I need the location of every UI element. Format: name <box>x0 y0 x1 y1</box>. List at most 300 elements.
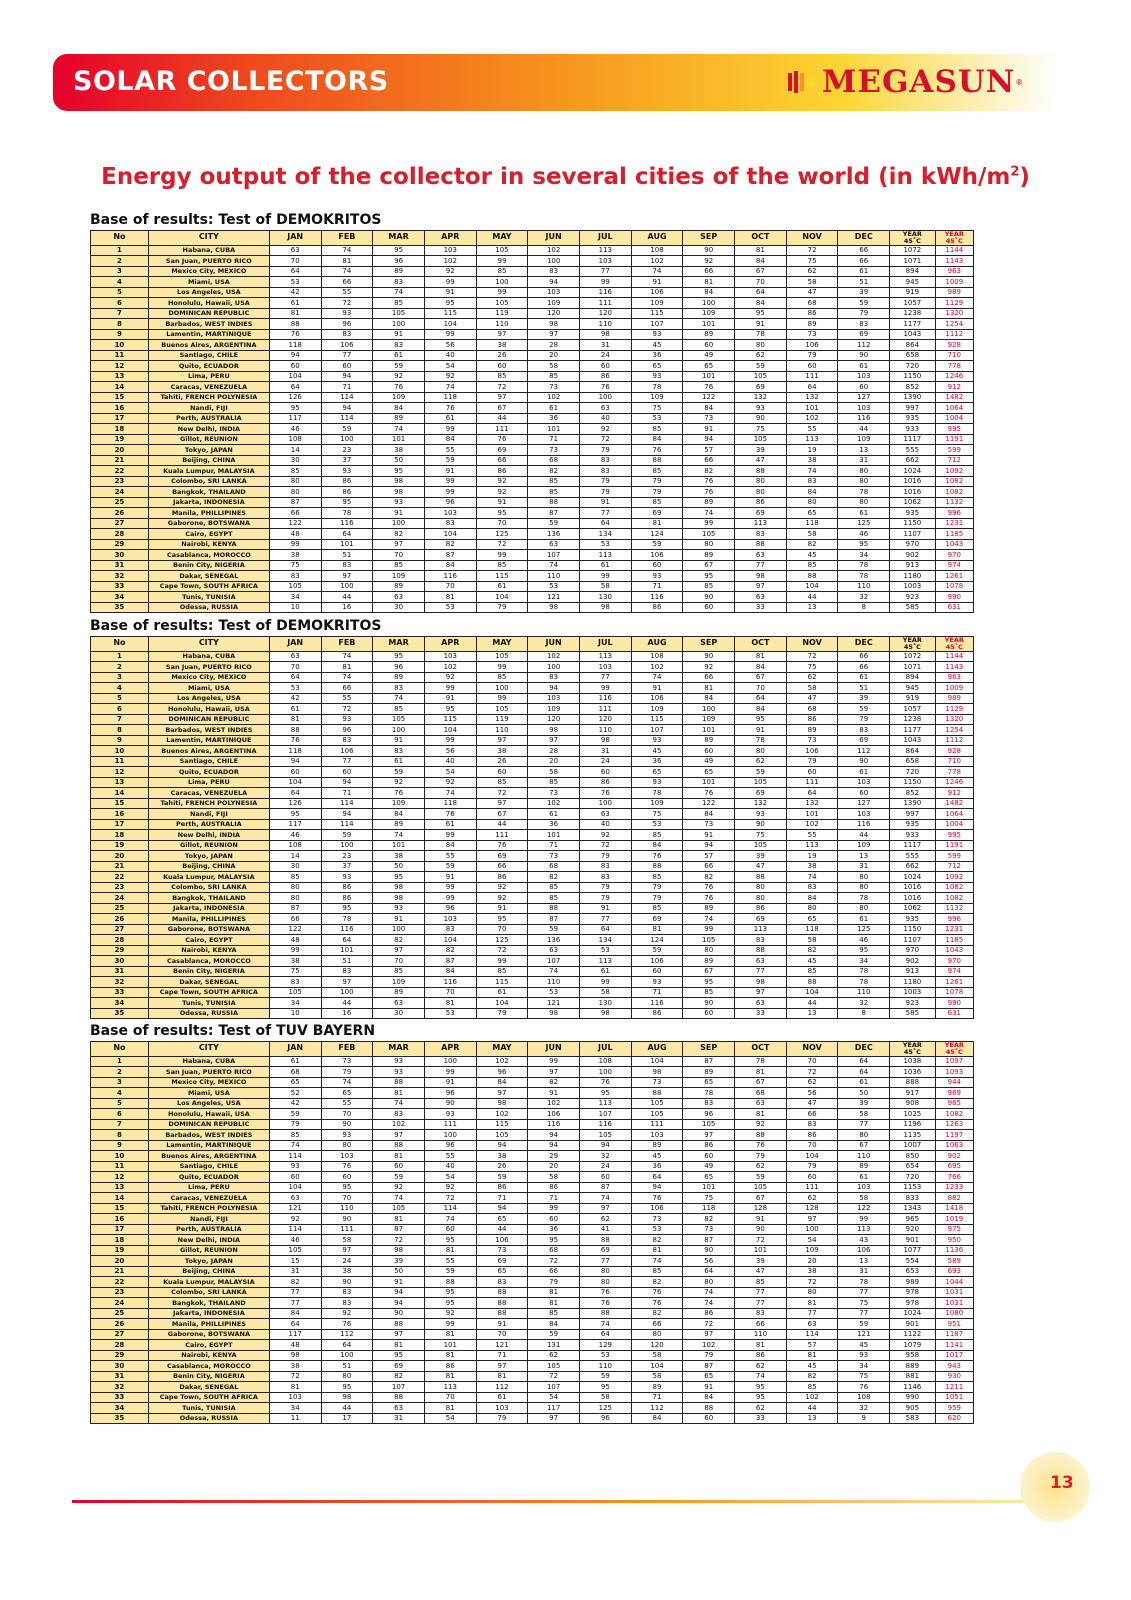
table-cell: 888 <box>890 1077 935 1088</box>
table-cell: 86 <box>786 308 838 319</box>
table-row <box>91 1109 974 1120</box>
year-total-red: 995 <box>935 830 973 841</box>
table-cell: 79 <box>838 714 890 725</box>
table-cell: 1024 <box>890 466 935 477</box>
row-number: 10 <box>91 746 149 757</box>
table-cell: 87 <box>579 1182 631 1193</box>
table-cell: 83 <box>321 966 373 977</box>
table-cell: 1077 <box>890 1245 935 1256</box>
table-cell: 80 <box>735 340 787 351</box>
row-number: 8 <box>91 1130 149 1141</box>
page-number: 13 <box>1050 1473 1074 1493</box>
table-cell: 91 <box>373 508 425 519</box>
table-cell: 116 <box>579 1119 631 1130</box>
table-cell: 11 <box>269 1413 321 1424</box>
table-cell: 44 <box>321 592 373 603</box>
table-cell: 26 <box>476 350 528 361</box>
table-cell: 93 <box>321 308 373 319</box>
year-total-red: 1144 <box>935 651 973 662</box>
year-total-red: 1043 <box>935 539 973 550</box>
city-name: Bangkok, THAILAND <box>148 1298 269 1309</box>
year-total-red: 1482 <box>935 798 973 809</box>
table-row <box>91 1151 974 1162</box>
table-cell: 113 <box>735 518 787 529</box>
table-cell: 66 <box>838 651 890 662</box>
table-cell: 111 <box>476 830 528 841</box>
table-cell: 64 <box>579 518 631 529</box>
table-cell: 72 <box>321 298 373 309</box>
table-cell: 85 <box>528 476 580 487</box>
table-cell: 49 <box>683 756 735 767</box>
table-cell: 126 <box>269 392 321 403</box>
table-cell: 100 <box>321 840 373 851</box>
table-cell: 85 <box>373 966 425 977</box>
table-cell: 63 <box>579 403 631 414</box>
table-cell: 61 <box>269 1056 321 1067</box>
row-number: 23 <box>91 476 149 487</box>
table-cell: 54 <box>424 361 476 372</box>
table-cell: 91 <box>424 466 476 477</box>
table-cell: 121 <box>838 1329 890 1340</box>
year-total-red: 693 <box>935 1266 973 1277</box>
table-cell: 103 <box>321 1151 373 1162</box>
table-cell: 53 <box>269 277 321 288</box>
table-cell: 66 <box>321 683 373 694</box>
header-title: SOLAR COLLECTORS <box>73 66 389 97</box>
table-cell: 91 <box>631 683 683 694</box>
city-name: Beijing, CHINA <box>148 455 269 466</box>
table-cell: 583 <box>890 1413 935 1424</box>
year-label: YEAR <box>902 230 922 238</box>
column-header: DEC <box>838 1042 890 1057</box>
table-cell: 66 <box>476 455 528 466</box>
row-number: 13 <box>91 371 149 382</box>
table-cell: 118 <box>424 798 476 809</box>
table-row <box>91 1235 974 1246</box>
table-cell: 86 <box>528 1182 580 1193</box>
table-cell: 61 <box>528 403 580 414</box>
table-cell: 57 <box>683 445 735 456</box>
row-number: 17 <box>91 413 149 424</box>
table-cell: 113 <box>579 245 631 256</box>
table-cell: 65 <box>631 361 683 372</box>
table-cell: 49 <box>683 350 735 361</box>
column-header: CITY <box>148 637 269 652</box>
row-number: 3 <box>91 1077 149 1088</box>
table-cell: 80 <box>838 872 890 883</box>
table-cell: 99 <box>424 893 476 904</box>
table-cell: 67 <box>735 1193 787 1204</box>
table-cell: 55 <box>321 693 373 704</box>
year-total-red: 990 <box>935 998 973 1009</box>
table-cell: 105 <box>373 714 425 725</box>
table-cell: 104 <box>269 777 321 788</box>
table-cell: 58 <box>838 1109 890 1120</box>
table-cell: 47 <box>735 455 787 466</box>
table-cell: 45 <box>786 956 838 967</box>
table-cell: 80 <box>269 487 321 498</box>
row-number: 33 <box>91 1392 149 1403</box>
table-cell: 80 <box>683 945 735 956</box>
table-cell: 69 <box>373 1361 425 1372</box>
table-row <box>91 350 974 361</box>
table-cell: 101 <box>786 809 838 820</box>
table-cell: 92 <box>373 777 425 788</box>
row-number: 28 <box>91 529 149 540</box>
table-cell: 86 <box>735 497 787 508</box>
table-cell: 111 <box>579 298 631 309</box>
table-row <box>91 497 974 508</box>
row-number: 17 <box>91 1224 149 1235</box>
city-name: Odessa, RUSSIA <box>148 602 269 613</box>
table-cell: 82 <box>269 1277 321 1288</box>
table-cell: 62 <box>735 1161 787 1172</box>
table-cell: 85 <box>786 966 838 977</box>
column-header: OCT <box>735 1042 787 1057</box>
table-cell: 55 <box>321 1098 373 1109</box>
energy-table <box>90 636 974 1019</box>
table-cell: 115 <box>631 714 683 725</box>
table-cell: 71 <box>476 1193 528 1204</box>
table-cell: 116 <box>631 998 683 1009</box>
table-cell: 34 <box>838 550 890 561</box>
table-cell: 84 <box>631 840 683 851</box>
table-cell: 76 <box>321 1161 373 1172</box>
table-cell: 58 <box>786 277 838 288</box>
table-cell: 88 <box>373 1140 425 1151</box>
table-cell: 63 <box>373 998 425 1009</box>
table-cell: 97 <box>476 1088 528 1099</box>
table-cell: 1238 <box>890 714 935 725</box>
table-cell: 127 <box>838 798 890 809</box>
table-cell: 78 <box>321 914 373 925</box>
column-header <box>935 231 973 246</box>
column-header: NOV <box>786 637 838 652</box>
table-cell: 91 <box>476 497 528 508</box>
table-cell: 105 <box>476 704 528 715</box>
table-cell: 87 <box>528 914 580 925</box>
table-cell: 60 <box>476 361 528 372</box>
table-cell: 81 <box>735 1109 787 1120</box>
table-cell: 70 <box>424 987 476 998</box>
table-cell: 89 <box>373 581 425 592</box>
column-header: DEC <box>838 637 890 652</box>
column-header: JUN <box>528 231 580 246</box>
table-cell: 69 <box>579 1245 631 1256</box>
table-cell: 112 <box>838 746 890 757</box>
table-cell: 77 <box>321 756 373 767</box>
year-total-red: 1082 <box>935 1109 973 1120</box>
table-cell: 68 <box>786 704 838 715</box>
table-cell: 39 <box>838 1098 890 1109</box>
temp-label: 45˚C <box>945 236 963 245</box>
table-cell: 97 <box>528 1413 580 1424</box>
table-cell: 80 <box>735 746 787 757</box>
table-cell: 75 <box>838 1298 890 1309</box>
table-cell: 107 <box>631 319 683 330</box>
table-cell: 653 <box>890 1266 935 1277</box>
table-cell: 100 <box>321 1350 373 1361</box>
table-cell: 88 <box>373 1077 425 1088</box>
table-cell: 83 <box>321 329 373 340</box>
table-cell: 115 <box>424 714 476 725</box>
city-name: Honolulu, Hawaii, USA <box>148 298 269 309</box>
year-total-red: 951 <box>935 1319 973 1330</box>
table-cell: 64 <box>321 1340 373 1351</box>
table-cell: 1117 <box>890 434 935 445</box>
table-cell: 109 <box>786 1245 838 1256</box>
table-cell: 136 <box>528 529 580 540</box>
table-cell: 13 <box>838 1256 890 1267</box>
row-number: 9 <box>91 329 149 340</box>
table-cell: 95 <box>321 497 373 508</box>
city-name: Barbados, WEST INDIES <box>148 1130 269 1141</box>
row-number: 20 <box>91 1256 149 1267</box>
table-cell: 90 <box>683 998 735 1009</box>
table-cell: 102 <box>528 245 580 256</box>
table-cell: 91 <box>373 1277 425 1288</box>
table-cell: 84 <box>735 662 787 673</box>
row-number: 3 <box>91 672 149 683</box>
table-cell: 85 <box>528 487 580 498</box>
table-cell: 87 <box>683 1361 735 1372</box>
table-cell: 112 <box>476 1382 528 1393</box>
table-cell: 8 <box>838 602 890 613</box>
table-cell: 59 <box>321 424 373 435</box>
table-cell: 89 <box>683 1067 735 1078</box>
table-cell: 97 <box>528 1067 580 1078</box>
table-cell: 46 <box>838 529 890 540</box>
table-cell: 95 <box>373 1350 425 1361</box>
table-cell: 65 <box>269 1077 321 1088</box>
table-cell: 23 <box>321 445 373 456</box>
table-cell: 42 <box>269 1098 321 1109</box>
city-name: Miami, USA <box>148 1088 269 1099</box>
table-cell: 60 <box>321 1172 373 1183</box>
table-cell: 126 <box>269 798 321 809</box>
table-row <box>91 1077 974 1088</box>
table-cell: 108 <box>838 1392 890 1403</box>
table-cell: 72 <box>476 945 528 956</box>
table-cell: 902 <box>890 956 935 967</box>
table-cell: 77 <box>735 1298 787 1309</box>
table-row <box>91 819 974 830</box>
table-cell: 114 <box>424 1203 476 1214</box>
table-cell: 82 <box>424 945 476 956</box>
table-cell: 76 <box>683 487 735 498</box>
year-total-red: 1143 <box>935 662 973 673</box>
table-cell: 116 <box>424 977 476 988</box>
city-name: Lima, PERU <box>148 371 269 382</box>
table-cell: 100 <box>373 725 425 736</box>
table-cell: 77 <box>786 1308 838 1319</box>
table-cell: 97 <box>373 945 425 956</box>
row-number: 27 <box>91 924 149 935</box>
year-total-red: 1320 <box>935 308 973 319</box>
city-name: Caracas, VENEZUELA <box>148 382 269 393</box>
table-cell: 66 <box>269 914 321 925</box>
table-cell: 63 <box>735 956 787 967</box>
table-cell: 88 <box>373 1319 425 1330</box>
table-cell: 94 <box>683 434 735 445</box>
city-name: Dakar, SENEGAL <box>148 1382 269 1393</box>
table-cell: 85 <box>476 560 528 571</box>
table-cell: 13 <box>786 1008 838 1019</box>
row-number: 19 <box>91 840 149 851</box>
table-cell: 59 <box>838 298 890 309</box>
table-cell: 55 <box>321 287 373 298</box>
table-cell: 103 <box>528 693 580 704</box>
table-cell: 84 <box>269 1308 321 1319</box>
table-cell: 80 <box>786 497 838 508</box>
table-cell: 70 <box>476 518 528 529</box>
table-cell: 9 <box>838 1413 890 1424</box>
table-cell: 91 <box>579 497 631 508</box>
table-cell: 93 <box>373 903 425 914</box>
table-cell: 88 <box>631 455 683 466</box>
row-number: 9 <box>91 1140 149 1151</box>
table-cell: 77 <box>735 560 787 571</box>
table-cell: 74 <box>424 1214 476 1225</box>
table-row <box>91 455 974 466</box>
table-cell: 78 <box>321 508 373 519</box>
table-row <box>91 266 974 277</box>
table-cell: 66 <box>838 256 890 267</box>
temp-label: 45˚C <box>903 1047 921 1056</box>
city-name: DOMINICAN REPUBLIC <box>148 714 269 725</box>
row-number: 24 <box>91 1298 149 1309</box>
table-cell: 38 <box>373 851 425 862</box>
table-cell: 36 <box>631 1161 683 1172</box>
table-cell: 83 <box>683 1098 735 1109</box>
row-number: 30 <box>91 1361 149 1372</box>
column-header: SEP <box>683 637 735 652</box>
table-row <box>91 704 974 715</box>
table-cell: 61 <box>269 704 321 715</box>
table-cell: 77 <box>579 266 631 277</box>
table-cell: 720 <box>890 1172 935 1183</box>
row-number: 14 <box>91 788 149 799</box>
table-cell: 72 <box>786 245 838 256</box>
table-cell: 39 <box>373 1256 425 1267</box>
table-cell: 99 <box>838 1214 890 1225</box>
table-cell: 81 <box>269 1382 321 1393</box>
table-cell: 84 <box>735 704 787 715</box>
table-cell: 60 <box>579 767 631 778</box>
table-cell: 101 <box>373 840 425 851</box>
city-name: New Delhi, INDIA <box>148 1235 269 1246</box>
table-row <box>91 277 974 288</box>
table-cell: 102 <box>373 1119 425 1130</box>
table-cell: 29 <box>528 1151 580 1162</box>
table-cell: 90 <box>321 1119 373 1130</box>
table-cell: 81 <box>735 1340 787 1351</box>
table-cell: 79 <box>579 882 631 893</box>
table-cell: 98 <box>528 725 580 736</box>
table-cell: 115 <box>424 308 476 319</box>
table-cell: 74 <box>735 1371 787 1382</box>
table-row <box>91 1256 974 1267</box>
row-number: 10 <box>91 340 149 351</box>
table-cell: 58 <box>321 1235 373 1246</box>
table-cell: 93 <box>631 571 683 582</box>
table-cell: 14 <box>269 851 321 862</box>
table-cell: 86 <box>476 872 528 883</box>
temp-label: 45˚C <box>903 236 921 245</box>
table-cell: 116 <box>838 413 890 424</box>
table-cell: 88 <box>373 1392 425 1403</box>
table-cell: 70 <box>786 1056 838 1067</box>
table-cell: 98 <box>373 882 425 893</box>
year-total-red: 1261 <box>935 571 973 582</box>
table-row <box>91 581 974 592</box>
table-cell: 95 <box>373 872 425 883</box>
table-cell: 88 <box>786 977 838 988</box>
table-cell: 69 <box>631 508 683 519</box>
table-cell: 93 <box>373 497 425 508</box>
row-number: 8 <box>91 319 149 330</box>
table-cell: 63 <box>786 1319 838 1330</box>
row-number: 8 <box>91 725 149 736</box>
table-row <box>91 746 974 757</box>
table-cell: 128 <box>786 1203 838 1214</box>
year-total-red: 1254 <box>935 725 973 736</box>
table-cell: 24 <box>579 350 631 361</box>
table-cell: 554 <box>890 1256 935 1267</box>
year-total-red: 928 <box>935 340 973 351</box>
year-total-red: 970 <box>935 550 973 561</box>
table-cell: 55 <box>786 830 838 841</box>
table-cell: 76 <box>735 1140 787 1151</box>
table-cell: 72 <box>424 1193 476 1204</box>
table-cell: 31 <box>838 455 890 466</box>
table-cell: 91 <box>683 830 735 841</box>
table-cell: 1107 <box>890 529 935 540</box>
table-cell: 78 <box>683 1088 735 1099</box>
table-cell: 59 <box>735 361 787 372</box>
table-cell: 94 <box>528 1130 580 1141</box>
table-cell: 48 <box>269 1340 321 1351</box>
table-cell: 73 <box>631 1214 683 1225</box>
city-name: Gaborone, BOTSWANA <box>148 518 269 529</box>
table-cell: 85 <box>683 581 735 592</box>
table-cell: 92 <box>424 672 476 683</box>
table-row <box>91 571 974 582</box>
table-cell: 88 <box>476 1287 528 1298</box>
table-row <box>91 413 974 424</box>
table-cell: 69 <box>735 508 787 519</box>
table-cell: 61 <box>838 1077 890 1088</box>
table-cell: 98 <box>579 1008 631 1019</box>
table-cell: 85 <box>683 987 735 998</box>
table-cell: 53 <box>528 581 580 592</box>
table-cell: 105 <box>269 581 321 592</box>
city-name: Bangkok, THAILAND <box>148 893 269 904</box>
row-number: 2 <box>91 1067 149 1078</box>
table-row <box>91 1413 974 1424</box>
year-total-red: 930 <box>935 1371 973 1382</box>
table-cell: 104 <box>424 529 476 540</box>
table-cell: 107 <box>528 956 580 967</box>
table-cell: 75 <box>838 1371 890 1382</box>
year-total-red: 1185 <box>935 935 973 946</box>
table-cell: 990 <box>890 1392 935 1403</box>
table-cell: 89 <box>683 735 735 746</box>
table-cell: 85 <box>631 497 683 508</box>
table-cell: 89 <box>838 1161 890 1172</box>
table-cell: 50 <box>373 455 425 466</box>
table-cell: 894 <box>890 672 935 683</box>
